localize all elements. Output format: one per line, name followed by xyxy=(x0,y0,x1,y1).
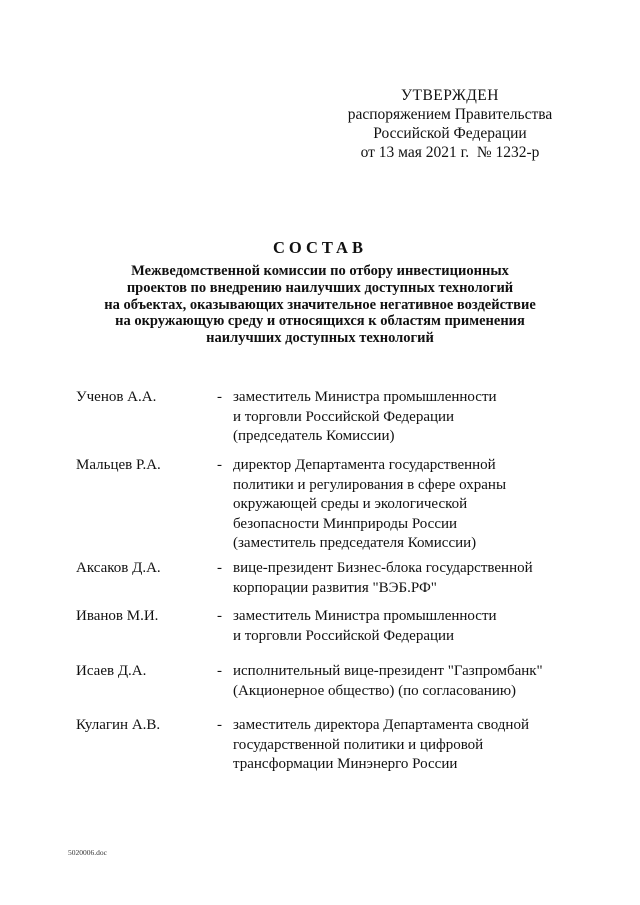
member-role xyxy=(233,716,573,775)
member-role-line: и торговли Российской Федерации xyxy=(233,408,455,425)
member-dash: - xyxy=(217,457,222,473)
approval-block xyxy=(340,86,560,162)
member-role-line: заместитель директора Департамента сводной xyxy=(233,717,529,733)
member-dash: - xyxy=(217,560,222,576)
subtitle-line: Межведомственной комиссии по отбору инвестиционных xyxy=(131,263,509,279)
member-role-line: (председатель Комиссии) xyxy=(233,428,395,444)
member-name: Исаев Д.А. xyxy=(76,663,147,679)
member-role-line: (заместитель председателя Комиссии) xyxy=(233,535,477,551)
member-name: Кулагин А.В. xyxy=(76,717,161,733)
member-role-line: государственной политики и цифровой xyxy=(233,736,484,753)
member-dash: - xyxy=(217,608,222,624)
member-role-line: окружающей среды и экологической xyxy=(233,496,468,512)
document-subtitle xyxy=(80,263,560,347)
subtitle-line: наилучших доступных технологий xyxy=(206,330,434,347)
member-dash: - xyxy=(217,717,222,733)
member-dash: - xyxy=(217,663,222,679)
member-role-line: исполнительный вице-президент "Газпромбанк" xyxy=(233,663,543,679)
member-role-line: политики и регулирования в сфере охраны xyxy=(233,476,507,493)
member-name: Мальцев Р.А. xyxy=(76,457,161,473)
member-dash: - xyxy=(217,389,222,405)
file-name-footer: 5020006.doc xyxy=(68,848,107,857)
member-role xyxy=(233,607,573,646)
member-role-line: корпорации развития "ВЭБ.РФ" xyxy=(233,579,437,596)
member-name: Аксаков Д.А. xyxy=(76,560,161,576)
member-role-line: вице-президент Бизнес-блока государственной xyxy=(233,560,533,576)
member-role-line: безопасности Минприроды России xyxy=(233,515,458,532)
member-role-line: заместитель Министра промышленности xyxy=(233,608,497,624)
member-role-line: директор Департамента государственной xyxy=(233,457,496,473)
member-role-line: (Акционерное общество) (по согласованию) xyxy=(233,682,517,699)
member-role-line: заместитель Министра промышленности xyxy=(233,389,497,405)
member-role-line: трансформации Минэнерго России xyxy=(233,756,458,772)
approval-line-government: Российской Федерации xyxy=(373,125,527,142)
subtitle-line: на окружающую среду и относящихся к областям применения xyxy=(115,313,525,330)
subtitle-line: на объектах, оказывающих значительное негативное воздействие xyxy=(104,296,536,313)
approval-line-decree: распоряжением Правительства xyxy=(347,106,553,123)
member-name: Иванов М.И. xyxy=(76,608,159,624)
approval-line-date-number: от 13 мая 2021 г. № 1232-р xyxy=(360,144,540,161)
subtitle-line: проектов по внедрению наилучших доступных технологий xyxy=(126,279,514,296)
member-role xyxy=(233,559,573,598)
member-name: Ученов А.А. xyxy=(76,389,157,405)
approved-heading: УТВЕРЖДЕН xyxy=(401,87,499,104)
document-title: СОСТАВ xyxy=(273,238,367,257)
member-role xyxy=(233,662,573,701)
member-role-line: и торговли Российской Федерации xyxy=(233,627,455,644)
member-role xyxy=(233,456,573,554)
member-role xyxy=(233,388,573,447)
